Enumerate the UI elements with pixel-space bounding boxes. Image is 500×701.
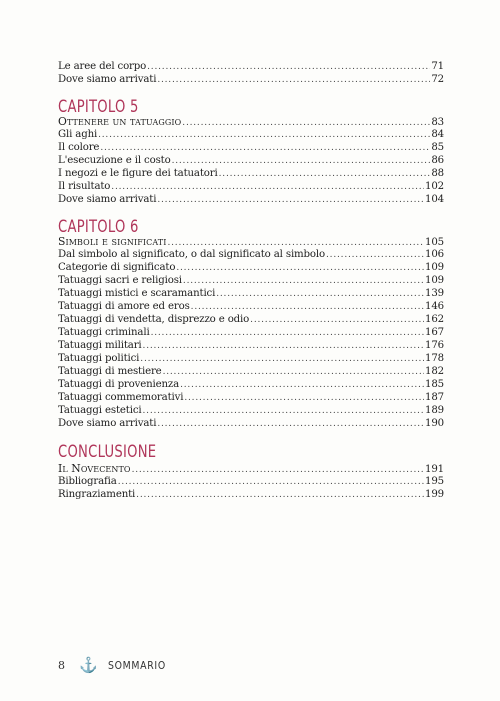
toc-entry[interactable] <box>58 73 444 86</box>
entry-page: 109 <box>425 262 444 273</box>
entry-page: 199 <box>425 489 444 500</box>
dot-leader <box>151 327 424 340</box>
entry-page: 182 <box>425 366 444 377</box>
entry-page: 191 <box>425 464 444 475</box>
entry-page: 146 <box>425 301 444 312</box>
entry-title: Dove siamo arrivati <box>58 74 157 85</box>
entry-title: Dal simbolo al significato, o dal significato al simbolo <box>58 249 326 260</box>
toc-entry[interactable] <box>58 154 444 167</box>
toc-entry[interactable] <box>58 417 444 430</box>
entry-page: 178 <box>425 353 444 364</box>
entry-page: 84 <box>431 129 444 140</box>
toc-entry[interactable] <box>58 352 444 365</box>
chapter-heading: CAPITOLO 6 <box>58 217 139 237</box>
dot-leader <box>136 489 424 502</box>
toc-entry[interactable] <box>58 300 444 313</box>
toc-entry[interactable] <box>58 475 444 488</box>
entry-page: 88 <box>431 168 444 179</box>
toc-section-chapter-6 <box>58 218 444 430</box>
dot-leader <box>157 74 430 87</box>
entry-title: Tatuaggi mistici e scaramantici <box>58 288 216 299</box>
entry-page: 109 <box>425 275 444 286</box>
entry-page: 195 <box>425 476 444 487</box>
toc-entry[interactable] <box>58 313 444 326</box>
entry-page: 71 <box>431 61 444 72</box>
entry-title: Tatuaggi militari <box>58 340 142 351</box>
entry-page: 106 <box>425 249 444 260</box>
entry-title: Bibliografia <box>58 476 117 487</box>
entry-title: Simboli e significati <box>58 235 167 248</box>
entry-page: 86 <box>431 155 444 166</box>
entry-page: 104 <box>425 194 444 205</box>
page-footer <box>58 658 176 672</box>
dot-leader <box>147 61 430 74</box>
toc-entry[interactable] <box>58 404 444 417</box>
entry-title: L'esecuzione e il costo <box>58 155 171 166</box>
entry-title: Tatuaggi commemorativi <box>58 392 184 403</box>
entry-page: 72 <box>431 74 444 85</box>
toc-entry[interactable] <box>58 128 444 141</box>
chapter-heading: CONCLUSIONE <box>58 442 157 462</box>
page-number: 8 <box>58 658 65 672</box>
toc-entry[interactable] <box>58 365 444 378</box>
toc-entry[interactable] <box>58 488 444 501</box>
entry-page: 139 <box>425 288 444 299</box>
dot-leader <box>157 418 424 431</box>
entry-title: Ottenere un tatuaggio <box>58 115 182 128</box>
dot-leader <box>176 262 424 275</box>
dot-leader <box>326 249 424 262</box>
entry-title: Tatuaggi estetici <box>58 405 142 416</box>
entry-title: Tatuaggi politici <box>58 353 140 364</box>
toc-entry[interactable] <box>58 378 444 391</box>
dot-leader <box>98 129 430 142</box>
entry-page: 167 <box>425 327 444 338</box>
toc-entry[interactable] <box>58 287 444 300</box>
entry-title: I negozi e le figure dei tatuatori <box>58 168 218 179</box>
entry-page: 162 <box>425 314 444 325</box>
section-label: SOMMARIO <box>107 658 166 672</box>
entry-title: Ringraziamenti <box>58 489 136 500</box>
anchor-icon: ⚓ <box>79 656 98 674</box>
toc-entry[interactable] <box>58 180 444 193</box>
toc-entry[interactable] <box>58 274 444 287</box>
toc-entry[interactable] <box>58 60 444 73</box>
dot-leader <box>143 405 425 418</box>
entry-page: 102 <box>425 181 444 192</box>
dot-leader <box>111 181 424 194</box>
dot-leader <box>118 476 424 489</box>
entry-title: Le aree del corpo <box>58 61 147 72</box>
dot-leader <box>216 288 424 301</box>
dot-leader <box>143 340 424 353</box>
dot-leader <box>163 366 424 379</box>
entry-page: 85 <box>431 142 444 153</box>
toc-entry[interactable] <box>58 339 444 352</box>
toc-entry[interactable] <box>58 193 444 206</box>
entry-page: 83 <box>431 117 444 128</box>
entry-title: Tatuaggi criminali <box>58 327 150 338</box>
entry-title: Dove siamo arrivati <box>58 194 157 205</box>
entry-page: 190 <box>425 418 444 429</box>
dot-leader <box>180 379 424 392</box>
entry-title: Dove siamo arrivati <box>58 418 157 429</box>
entry-title: Tatuaggi di amore ed eros <box>58 301 190 312</box>
entry-title: Tatuaggi di mestiere <box>58 366 162 377</box>
toc-entry[interactable] <box>58 167 444 180</box>
entry-title: Tatuaggi di vendetta, disprezzo e odio <box>58 314 250 325</box>
toc-section-chapter-5 <box>58 98 444 206</box>
dot-leader <box>250 314 424 327</box>
dot-leader <box>157 194 424 207</box>
toc-entry[interactable] <box>58 248 444 261</box>
toc-entry[interactable] <box>58 391 444 404</box>
toc-section-top <box>58 60 444 86</box>
dot-leader <box>219 168 431 181</box>
entry-page: 176 <box>425 340 444 351</box>
entry-title: Tatuaggi di provenienza <box>58 379 180 390</box>
entry-title: Il risultato <box>58 181 111 192</box>
toc-entry[interactable] <box>58 261 444 274</box>
dot-leader <box>184 392 424 405</box>
entry-page: 105 <box>425 237 444 248</box>
entry-title: Categorie di significato <box>58 262 176 273</box>
entry-page: 185 <box>425 379 444 390</box>
entry-title: Il colore <box>58 142 100 153</box>
chapter-heading: CAPITOLO 5 <box>58 97 139 117</box>
toc-section-conclusion <box>58 443 444 501</box>
entry-page: 189 <box>425 405 444 416</box>
toc-entry[interactable] <box>58 462 444 475</box>
dot-leader <box>140 353 424 366</box>
entry-page: 187 <box>425 392 444 403</box>
toc-entry[interactable] <box>58 141 444 154</box>
dot-leader <box>183 275 424 288</box>
entry-title: Gli aghi <box>58 129 98 140</box>
toc-entry[interactable] <box>58 326 444 339</box>
entry-title: Tatuaggi sacri e religiosi <box>58 275 182 286</box>
entry-title: Il Novecento <box>58 462 131 475</box>
